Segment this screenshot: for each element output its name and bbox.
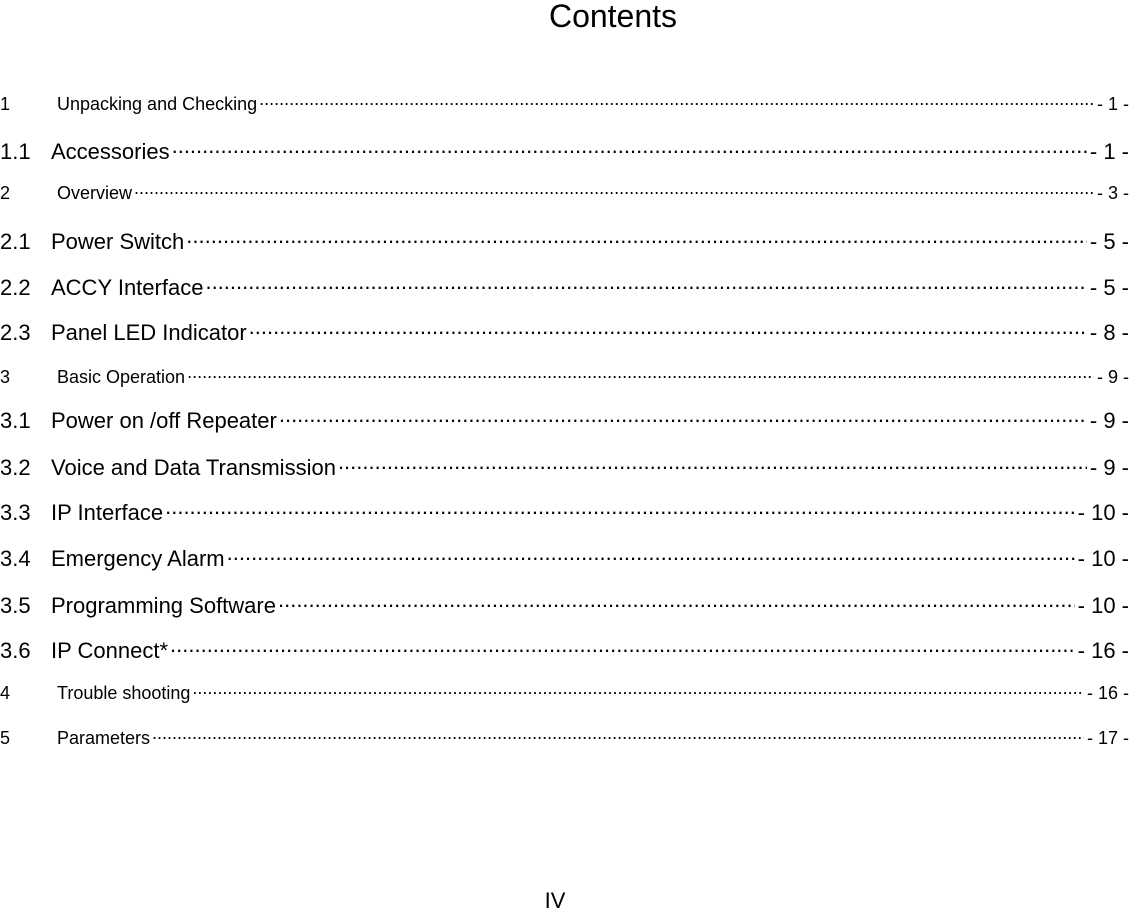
toc-entry[interactable]	[0, 137, 1129, 165]
toc-entry-page: - 9 -	[1089, 408, 1129, 433]
toc-entry[interactable]	[0, 406, 1129, 434]
toc-entry-page: - 9 -	[1096, 367, 1129, 387]
dot-leader	[150, 726, 1084, 744]
dot-leader	[203, 273, 1086, 295]
dot-leader	[247, 318, 1087, 340]
toc-entry-number: 2	[0, 183, 11, 203]
toc-entry[interactable]	[0, 591, 1129, 619]
dot-leader	[170, 137, 1087, 159]
toc-entry-number: 1.1	[0, 139, 31, 164]
toc-entry-page: - 5 -	[1089, 275, 1129, 300]
toc-entry-page: - 10 -	[1077, 500, 1129, 525]
toc-entry-label: Basic Operation	[57, 367, 186, 387]
toc-entry-label: Voice and Data Transmission	[51, 455, 336, 480]
toc-entry-label: IP Interface	[51, 500, 164, 525]
toc-entry-number: 5	[0, 728, 11, 748]
dot-leader	[257, 92, 1094, 110]
toc-entry-page: - 10 -	[1077, 546, 1129, 571]
toc-entry-label: IP Connect*	[51, 638, 169, 663]
toc-entry-label: Programming Software	[51, 593, 276, 618]
dot-leader	[168, 636, 1075, 658]
toc-entry-page: - 9 -	[1089, 455, 1129, 480]
dot-leader	[132, 181, 1094, 199]
dot-leader	[185, 365, 1094, 383]
toc-entry[interactable]	[0, 365, 1129, 388]
toc-entry-label: ACCY Interface	[51, 275, 204, 300]
toc-entry-label: Power Switch	[51, 229, 185, 254]
toc-entry-number: 3.1	[0, 408, 31, 433]
toc-entry[interactable]	[0, 318, 1129, 346]
dot-leader	[277, 406, 1087, 428]
toc-entry-label: Panel LED Indicator	[51, 320, 247, 345]
toc-entry-page: - 3 -	[1096, 183, 1129, 203]
toc-entry-label: Trouble shooting	[57, 683, 191, 703]
toc-entry[interactable]	[0, 227, 1129, 255]
toc-entry-page: - 1 -	[1089, 139, 1129, 164]
toc-entry[interactable]	[0, 273, 1129, 301]
toc-entry-label: Power on /off Repeater	[51, 408, 277, 433]
toc-entry-number: 3.2	[0, 455, 31, 480]
dot-leader	[276, 591, 1075, 613]
toc-entry-page: - 5 -	[1089, 229, 1129, 254]
toc-entry-label: Parameters	[57, 728, 151, 748]
toc-entry[interactable]	[0, 498, 1129, 526]
toc-entry-page: - 1 -	[1096, 94, 1129, 114]
toc-entry-number: 2.1	[0, 229, 31, 254]
page-title: Contents	[548, 0, 678, 34]
toc-entry-number: 3	[0, 367, 11, 387]
toc-entry-label: Overview	[57, 183, 133, 203]
toc-entry-number: 1	[0, 94, 11, 114]
toc-entry-label: Accessories	[51, 139, 170, 164]
dot-leader	[163, 498, 1075, 520]
toc-entry-page: - 8 -	[1089, 320, 1129, 345]
toc-entry-page: - 16 -	[1077, 638, 1129, 663]
toc-entry-number: 2.3	[0, 320, 31, 345]
dot-leader	[225, 544, 1075, 566]
toc-entry[interactable]	[0, 181, 1129, 204]
toc-entry-page: - 16 -	[1086, 683, 1129, 703]
toc-entry[interactable]	[0, 544, 1129, 572]
toc-entry-number: 3.3	[0, 500, 31, 525]
toc-entry[interactable]	[0, 453, 1129, 481]
toc-entry[interactable]	[0, 636, 1129, 664]
page-number: IV	[544, 888, 566, 913]
toc-entry[interactable]	[0, 681, 1129, 704]
toc-entry-number: 4	[0, 683, 11, 703]
toc-entry[interactable]	[0, 92, 1129, 115]
toc-entry-page: - 10 -	[1077, 593, 1129, 618]
toc-entry-number: 3.5	[0, 593, 31, 618]
toc-entry[interactable]	[0, 726, 1129, 749]
toc-entry-page: - 17 -	[1086, 728, 1129, 748]
dot-leader	[190, 681, 1084, 699]
toc-entry-number: 3.4	[0, 546, 31, 571]
dot-leader	[336, 453, 1087, 475]
toc-entry-label: Unpacking and Checking	[57, 94, 258, 114]
dot-leader	[184, 227, 1087, 249]
toc-entry-number: 3.6	[0, 638, 31, 663]
toc-entry-label: Emergency Alarm	[51, 546, 225, 571]
toc-entry-number: 2.2	[0, 275, 31, 300]
